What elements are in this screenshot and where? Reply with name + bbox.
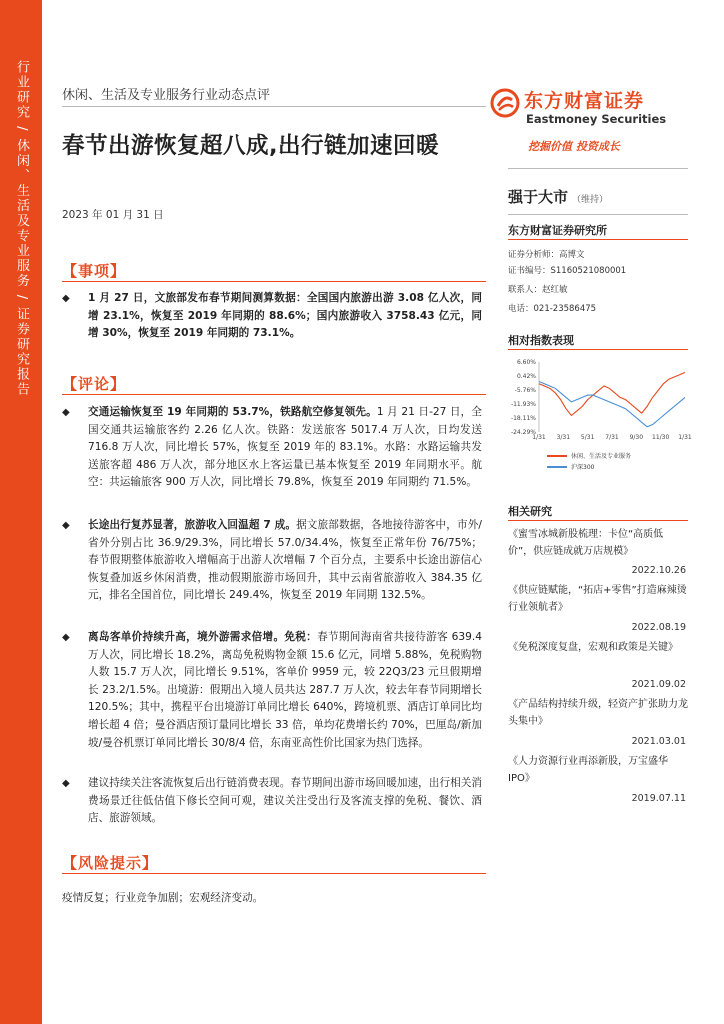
chart-y-tick-label: -11.93% <box>510 401 536 408</box>
bullet-detail: 据文旅部数据，各地接待游客中，市外/省外分别占比 36.9/29.3%，同比增长 57.0/34.4%，恢复至正常年份 76/75%；春节假期整体旅游收入增幅高于出游人次增幅 7 个百分点，主要系中长途出游信心恢复叠加返乡休闲消费，推动假期旅游市场回升，其中云南省旅游收入 384.35 亿元，排名全国首位，同比增长 249.4%，恢复至 2019 年同期 132.5%。 <box>88 519 482 602</box>
bullet-diamond-icon: ◆ <box>62 778 70 789</box>
section-title-event: 【事项】 <box>62 262 127 280</box>
report-date: 2023 年 01 月 31 日 <box>62 209 164 221</box>
sidebar-category: 行业研究 / 休闲、生活及专业服务 / 证券研究报告 <box>14 60 29 398</box>
chart-y-tick-label: -5.76% <box>514 387 536 394</box>
rating-divider-top <box>508 168 688 169</box>
related-item-date: 2019.07.11 <box>631 793 686 804</box>
risk-text: 疫情反复；行业竞争加剧；宏观经济变动。 <box>62 892 264 904</box>
related-item-date: 2022.08.19 <box>631 622 686 633</box>
related-item-title[interactable]: 《人力资源行业再添新股，万宝盛华 IPO》 <box>508 756 668 784</box>
bullet-headline: 离岛客单价持续升高，境外游需求倍增。免税： <box>88 631 318 643</box>
chart-x-tick-label: 11/30 <box>652 434 670 441</box>
report-category: 休闲、生活及专业服务行业动态点评 <box>62 88 271 103</box>
sidebar-band <box>0 0 42 1024</box>
related-item-title[interactable]: 《免税深度复盘，宏观和政策是关键》 <box>508 642 678 653</box>
brand-slogan: 挖掘价值 投资成长 <box>528 140 620 153</box>
bullet-diamond-icon: ◆ <box>62 520 70 531</box>
chart-x-tick-label: 1/31 <box>678 434 692 441</box>
section-title-risk: 【风险提示】 <box>62 854 159 872</box>
section-title-comment: 【评论】 <box>62 375 127 393</box>
header-divider <box>62 106 486 107</box>
chart-legend-label: 沪深300 <box>571 464 595 471</box>
brand-name-cn: 东方财富证券 <box>524 90 645 112</box>
brand-name-en: Eastmoney Securities <box>526 112 667 126</box>
chart-y-tick-label: -24.29% <box>510 429 536 436</box>
comment-bullet-4 <box>62 775 482 828</box>
comment-bullet-3 <box>62 629 482 752</box>
bullet-diamond-icon: ◆ <box>62 632 70 643</box>
chart-legend-label: 休闲、生活及专业服务 <box>571 453 632 460</box>
certificate-number: 证书编号：S1160521080001 <box>508 266 627 276</box>
chart-series-line <box>539 372 685 415</box>
bullet-detail: 1 月 21 日-27 日，全国交通共运输旅客约 2.26 亿人次。铁路：发送旅客 5017.4 万人次，日均发送 716.8 万人次，同比增长 57%，恢复至 2019 年的 83.1%。水路：水路运输共发送旅客超 486 万人次，部分地区水上客运量已基本恢复至 2019 年同期水平。航空：共运输旅客 900 万人次，同比增长 79.8%，恢复至 2019 年同期约 71.5%。 <box>88 406 483 489</box>
chart-y-tick-label: 6.60% <box>516 359 536 366</box>
chart-x-tick-label: 5/31 <box>580 434 595 441</box>
section-divider-risk <box>62 873 486 874</box>
bullet-diamond-icon: ◆ <box>62 293 70 304</box>
chart-x-tick-label: 7/31 <box>605 434 619 441</box>
bullet-headline: 长途出行复苏显著，旅游收入回温超 7 成。 <box>88 519 297 531</box>
brand-logo <box>490 84 670 130</box>
related-item-date: 2021.03.01 <box>631 736 686 747</box>
chart-series-line <box>539 382 685 427</box>
event-text: 1 月 27 日，文旅部发布春节期间测算数据：全国国内旅游出游 3.08 亿人次，同增 23.1%，恢复至 2019 年同期的 88.6%；国内旅游收入 3758.43 亿元，同增 30%，恢复至 2019 年同期的 73.1%。 <box>88 292 482 340</box>
section-divider-event <box>62 281 486 282</box>
section-divider-comment <box>62 394 486 395</box>
related-item-date: 2021.09.02 <box>631 679 686 690</box>
related-item-title[interactable]: 《产品结构持续升级，轻资产扩张助力龙头集中》 <box>508 699 688 727</box>
rating-divider-bottom <box>508 214 688 215</box>
bullet-detail: 春节期间海南省共接待游客 639.4 万人次，同比增长 18.2%，离岛免税购物金额 15.6 亿元，同增 5.88%，免税购物人数 15.7 万人次，同比增长 9.51%，客单价 9959 元，较 22Q3/23 元旦假期增长 23.2/1.5%。出境游：假期出入境人员共达 287.7 万人次，较去年春节同期增长 120.5%；其中，携程平台出境游订单同比增长 640%，跨境机票、酒店订单同比均增长超 4 倍；曼谷酒店预订量同比增长 33 倍，单均花费增长约 70%，巴厘岛/新加坡/曼谷机票订单同比增长 30/8/4 倍，东南亚高性价比国家为热门选择。 <box>88 631 482 749</box>
related-item-date: 2022.10.26 <box>631 565 686 576</box>
chart-y-tick-label: 0.42% <box>516 373 536 380</box>
index-section-title: 相对指数表现 <box>508 334 574 347</box>
bullet-detail: 建议持续关注客流恢复后出行链消费表现。春节期间出游市场回暖加速，出行相关消费场景迁往低估值下修长空间可观，建议关注受出行及客流支撑的免税、餐饮、酒店、旅游领域。 <box>88 777 482 825</box>
chart-x-tick-label: 9/30 <box>629 434 644 441</box>
chart-x-tick-label: 3/31 <box>556 434 571 441</box>
page-title: 春节出游恢复超八成,出行链加速回暖 <box>62 133 440 159</box>
related-item-title[interactable]: 《供应链赋能，“拓店+零售”打造麻辣烫行业领航者》 <box>508 585 687 613</box>
chart-x-tick-label: 1/31 <box>532 434 546 441</box>
comment-bullet-2 <box>62 517 482 605</box>
brand-logo-icon <box>490 88 520 118</box>
institute-divider <box>508 239 688 240</box>
rating-block <box>508 186 608 207</box>
analyst-name: 证券分析师：高博文 <box>508 250 585 260</box>
bullet-diamond-icon: ◆ <box>62 407 70 418</box>
index-section-divider <box>508 349 688 350</box>
institute-name: 东方财富证券研究所 <box>508 224 607 237</box>
related-section-title: 相关研究 <box>508 505 552 518</box>
relative-index-chart <box>505 356 690 486</box>
rating-label: 强于大市 <box>508 188 569 206</box>
contact-person: 联系人：赵红敏 <box>508 285 568 295</box>
comment-bullet-1 <box>62 404 482 492</box>
phone-number: 电话：021-23586475 <box>508 304 597 314</box>
rating-note: （维持） <box>572 195 609 205</box>
related-section-divider <box>508 520 688 521</box>
related-item-title[interactable]: 《蜜雪冰城新股梳理：卡位“高质低价”，供应链成就万店规模》 <box>508 529 664 557</box>
event-bullet <box>62 290 482 343</box>
chart-y-tick-label: -18.11% <box>510 415 536 422</box>
bullet-headline: 交通运输恢复至 19 年同期的 53.7%，铁路航空修复领先。 <box>88 406 377 418</box>
